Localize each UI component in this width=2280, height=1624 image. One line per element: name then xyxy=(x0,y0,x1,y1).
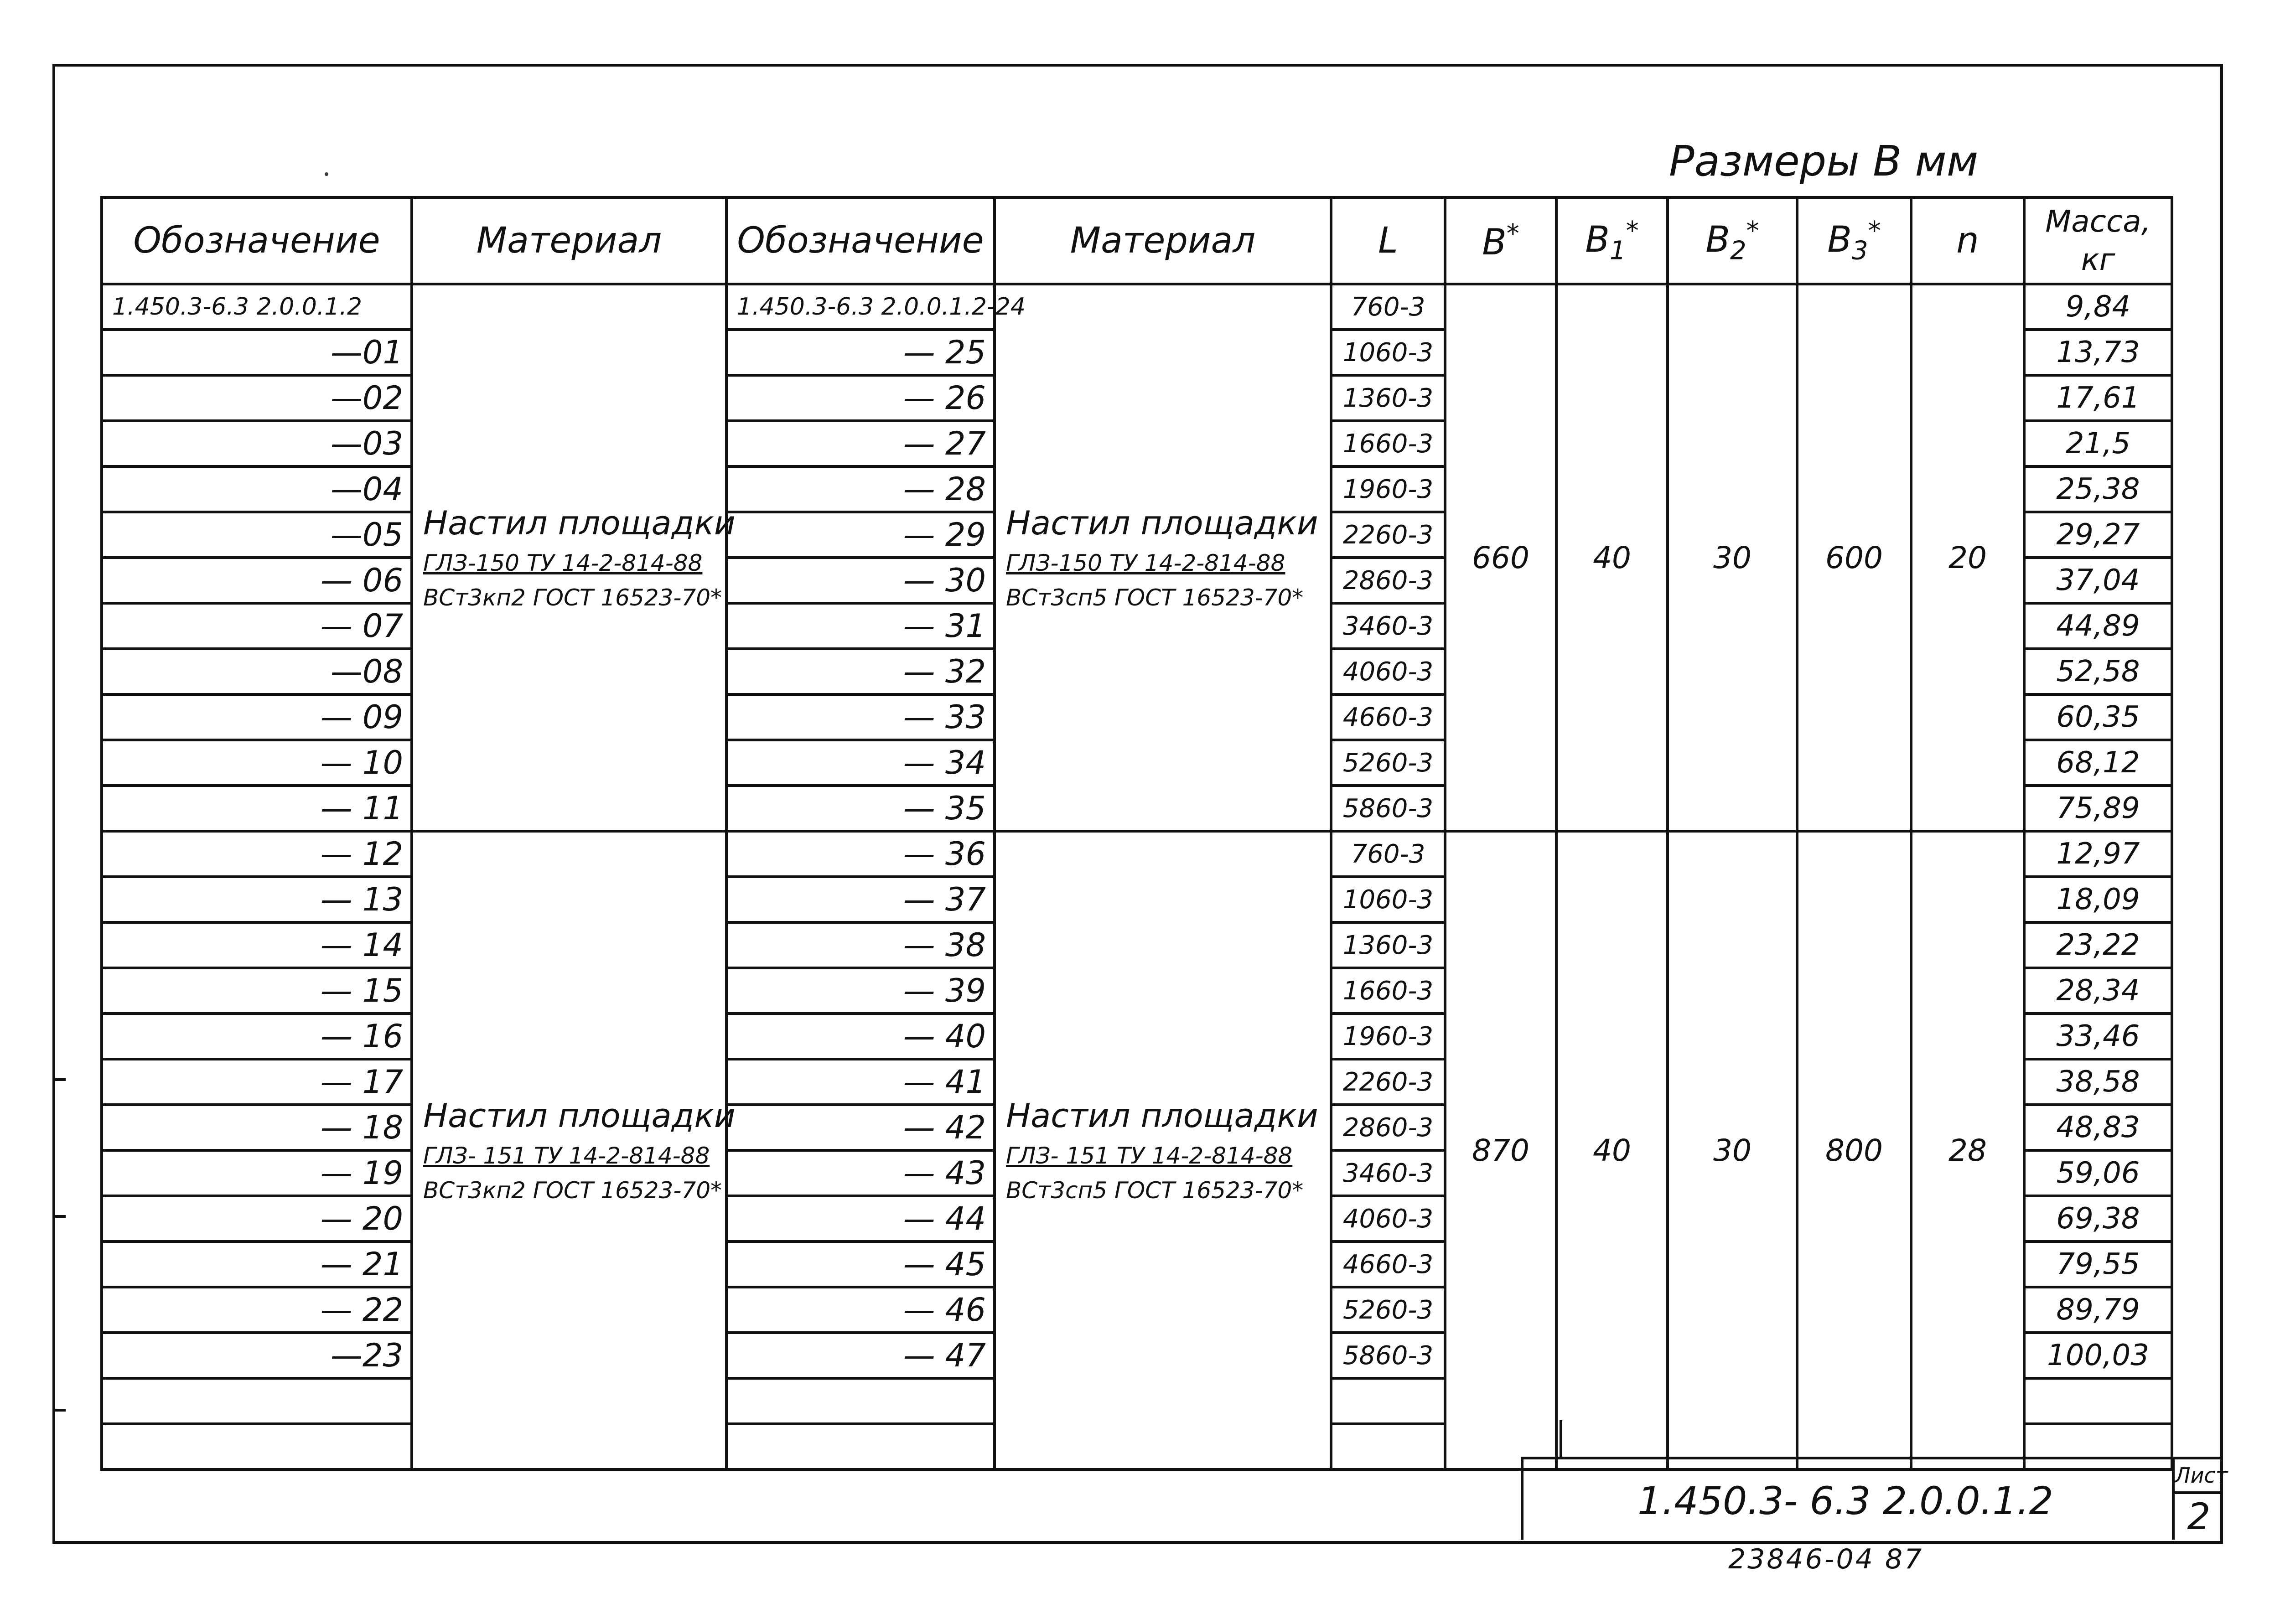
col-n: n xyxy=(1911,197,2024,284)
designation-cell: —05 xyxy=(102,512,412,558)
designation-cell: — 26 xyxy=(726,375,995,421)
col-L: L xyxy=(1331,197,1445,284)
length-cell: 5260-3 xyxy=(1331,740,1445,786)
designation-cell xyxy=(726,1378,995,1424)
designation-cell: — 07 xyxy=(102,603,412,649)
material-name: Настил площадки xyxy=(1006,504,1318,542)
material-profile: ГЛЗ- 151 ТУ 14-2-814-88 xyxy=(423,1143,710,1169)
mass-cell: 89,79 xyxy=(2024,1287,2172,1333)
mass-cell: 69,38 xyxy=(2024,1196,2172,1241)
designation-cell: — 46 xyxy=(726,1287,995,1333)
mass-cell: 38,58 xyxy=(2024,1059,2172,1105)
table-row xyxy=(102,284,2172,330)
designation-cell: —04 xyxy=(102,466,412,512)
length-cell: 1060-3 xyxy=(1331,330,1445,375)
designation-cell: — 13 xyxy=(102,877,412,922)
col-material-1: Материал xyxy=(412,197,726,284)
designation-cell: — 35 xyxy=(726,786,995,831)
length-cell: 5860-3 xyxy=(1331,1333,1445,1378)
designation-cell: — 41 xyxy=(726,1059,995,1105)
designation-cell: —02 xyxy=(102,375,412,421)
mass-cell: 13,73 xyxy=(2024,330,2172,375)
designation-cell: — 16 xyxy=(102,1014,412,1059)
material-profile: ГЛЗ-150 ТУ 14-2-814-88 xyxy=(1006,550,1285,576)
dim-b1-cell: 40 xyxy=(1556,284,1668,831)
mass-cell: 17,61 xyxy=(2024,375,2172,421)
length-cell: 5860-3 xyxy=(1331,786,1445,831)
length-cell: 1660-3 xyxy=(1331,421,1445,466)
length-cell: 5260-3 xyxy=(1331,1287,1445,1333)
col-designation-2: Обозначение xyxy=(726,197,995,284)
designation-cell: — 19 xyxy=(102,1150,412,1196)
length-cell: 1360-3 xyxy=(1331,922,1445,968)
mass-cell: 23,22 xyxy=(2024,922,2172,968)
designation-cell: — 27 xyxy=(726,421,995,466)
length-cell: 1360-3 xyxy=(1331,375,1445,421)
designation-cell: — 39 xyxy=(726,968,995,1014)
designation-cell: —01 xyxy=(102,330,412,375)
dim-b3-cell: 800 xyxy=(1797,831,1911,1469)
dim-b3-cell: 600 xyxy=(1797,284,1911,831)
designation-cell: — 06 xyxy=(102,558,412,603)
stamp-divider xyxy=(1560,1420,1562,1458)
mass-cell: 48,83 xyxy=(2024,1105,2172,1150)
designation-cell: — 38 xyxy=(726,922,995,968)
dim-n-cell: 20 xyxy=(1911,284,2024,831)
designation-cell: —08 xyxy=(102,649,412,694)
length-cell xyxy=(1331,1424,1445,1469)
col-designation-1: Обозначение xyxy=(102,197,412,284)
designation-cell: — 31 xyxy=(726,603,995,649)
length-cell: 4660-3 xyxy=(1331,1241,1445,1287)
designation-cell: — 21 xyxy=(102,1241,412,1287)
designation-cell: — 09 xyxy=(102,694,412,740)
designation-cell: 1.450.3-6.3 2.0.0.1.2 xyxy=(102,284,412,330)
length-cell: 1060-3 xyxy=(1331,877,1445,922)
designation-cell: — 14 xyxy=(102,922,412,968)
designation-cell xyxy=(102,1424,412,1469)
designation-cell xyxy=(102,1378,412,1424)
mass-cell: 100,03 xyxy=(2024,1333,2172,1378)
material-name: Настил площадки xyxy=(423,504,736,542)
sheet-number: 2 xyxy=(2187,1495,2211,1538)
material-cell xyxy=(412,831,736,1469)
length-cell: 2260-3 xyxy=(1331,1059,1445,1105)
mass-cell: 18,09 xyxy=(2024,877,2172,922)
material-profile: ГЛЗ-150 ТУ 14-2-814-88 xyxy=(423,550,703,576)
length-cell: 2860-3 xyxy=(1331,558,1445,603)
designation-cell xyxy=(726,1424,995,1469)
designation-cell: — 40 xyxy=(726,1014,995,1059)
designation-cell: — 11 xyxy=(102,786,412,831)
length-cell: 3460-3 xyxy=(1331,603,1445,649)
material-cell xyxy=(995,831,1331,1469)
designation-cell: — 28 xyxy=(726,466,995,512)
designation-cell: — 34 xyxy=(726,740,995,786)
mass-cell: 25,38 xyxy=(2024,466,2172,512)
material-profile: ГЛЗ- 151 ТУ 14-2-814-88 xyxy=(1006,1143,1293,1169)
length-cell: 2260-3 xyxy=(1331,512,1445,558)
col-mass: Масса, кг xyxy=(2024,197,2172,284)
length-cell: 3460-3 xyxy=(1331,1150,1445,1196)
mass-cell: 52,58 xyxy=(2024,649,2172,694)
mass-cell: 28,34 xyxy=(2024,968,2172,1014)
designation-cell: — 45 xyxy=(726,1241,995,1287)
designation-cell: — 10 xyxy=(102,740,412,786)
mass-cell: 37,04 xyxy=(2024,558,2172,603)
designation-cell: — 29 xyxy=(726,512,995,558)
margin-tick xyxy=(54,1409,66,1412)
archive-number: 23846-04 87 xyxy=(1728,1543,1924,1575)
designation-cell: — 44 xyxy=(726,1196,995,1241)
margin-tick xyxy=(54,1078,66,1081)
material-steel: ВСт3сп5 ГОСТ 16523-70* xyxy=(1006,584,1304,611)
col-B3: $В_3^*$ xyxy=(1797,197,1911,284)
document-code: 1.450.3- 6.3 2.0.0.1.2 xyxy=(1637,1479,2053,1523)
dim-n-cell: 28 xyxy=(1911,831,2024,1469)
spec-body xyxy=(102,284,2172,1469)
dim-b-cell: 870 xyxy=(1445,831,1556,1469)
spec-table xyxy=(100,196,2173,1471)
dim-b-cell: 660 xyxy=(1445,284,1556,831)
designation-cell: —03 xyxy=(102,421,412,466)
designation-cell: — 42 xyxy=(726,1105,995,1150)
length-cell: 4660-3 xyxy=(1331,694,1445,740)
mass-cell: 79,55 xyxy=(2024,1241,2172,1287)
title-block xyxy=(1521,1457,2228,1540)
length-cell xyxy=(1331,1378,1445,1424)
length-cell: 760-3 xyxy=(1331,284,1445,330)
length-cell: 760-3 xyxy=(1331,831,1445,877)
mass-cell: 59,06 xyxy=(2024,1150,2172,1196)
mass-cell: 29,27 xyxy=(2024,512,2172,558)
col-B: В* xyxy=(1445,197,1556,284)
mass-cell: 33,46 xyxy=(2024,1014,2172,1059)
header-row xyxy=(102,197,2172,284)
designation-cell: — 20 xyxy=(102,1196,412,1241)
dim-b2-cell: 30 xyxy=(1668,284,1797,831)
col-material-2: Материал xyxy=(995,197,1331,284)
designation-cell: —23 xyxy=(102,1333,412,1378)
sheet-label: Лист xyxy=(2175,1459,2223,1494)
mass-cell: 68,12 xyxy=(2024,740,2172,786)
dimensions-heading: Размеры В мм xyxy=(1669,137,1979,186)
designation-cell: — 25 xyxy=(726,330,995,375)
margin-tick xyxy=(54,1215,66,1218)
mass-cell: 44,89 xyxy=(2024,603,2172,649)
length-cell: 2860-3 xyxy=(1331,1105,1445,1150)
material-name: Настил площадки xyxy=(423,1096,736,1135)
col-B1: $В_1^*$ xyxy=(1556,197,1668,284)
designation-cell: — 12 xyxy=(102,831,412,877)
material-steel: ВСт3кп2 ГОСТ 16523-70* xyxy=(423,1177,722,1204)
designation-cell: — 18 xyxy=(102,1105,412,1150)
designation-cell: — 36 xyxy=(726,831,995,877)
table-row xyxy=(102,831,2172,877)
material-cell xyxy=(412,284,736,831)
mass-cell: 75,89 xyxy=(2024,786,2172,831)
designation-cell: — 33 xyxy=(726,694,995,740)
mass-cell: 12,97 xyxy=(2024,831,2172,877)
material-steel: ВСт3сп5 ГОСТ 16523-70* xyxy=(1006,1177,1304,1204)
designation-cell: — 47 xyxy=(726,1333,995,1378)
scan-dot xyxy=(325,172,328,176)
dim-b1-cell: 40 xyxy=(1556,831,1668,1469)
length-cell: 1960-3 xyxy=(1331,1014,1445,1059)
designation-cell: — 32 xyxy=(726,649,995,694)
length-cell: 1960-3 xyxy=(1331,466,1445,512)
designation-cell: — 37 xyxy=(726,877,995,922)
material-name: Настил площадки xyxy=(1006,1096,1318,1135)
material-cell xyxy=(995,284,1331,831)
designation-cell: — 15 xyxy=(102,968,412,1014)
designation-cell: 1.450.3-6.3 2.0.0.1.2-24 xyxy=(726,284,995,330)
length-cell: 4060-3 xyxy=(1331,649,1445,694)
sheet-box xyxy=(2172,1459,2228,1540)
col-B2: $В_2^*$ xyxy=(1668,197,1797,284)
designation-cell: — 43 xyxy=(726,1150,995,1196)
mass-cell: 9,84 xyxy=(2024,284,2172,330)
mass-cell: 60,35 xyxy=(2024,694,2172,740)
dim-b2-cell: 30 xyxy=(1668,831,1797,1469)
mass-cell xyxy=(2024,1378,2172,1424)
designation-cell: — 22 xyxy=(102,1287,412,1333)
length-cell: 4060-3 xyxy=(1331,1196,1445,1241)
material-steel: ВСт3кп2 ГОСТ 16523-70* xyxy=(423,584,722,611)
length-cell: 1660-3 xyxy=(1331,968,1445,1014)
designation-cell: — 17 xyxy=(102,1059,412,1105)
designation-cell: — 30 xyxy=(726,558,995,603)
mass-cell: 21,5 xyxy=(2024,421,2172,466)
